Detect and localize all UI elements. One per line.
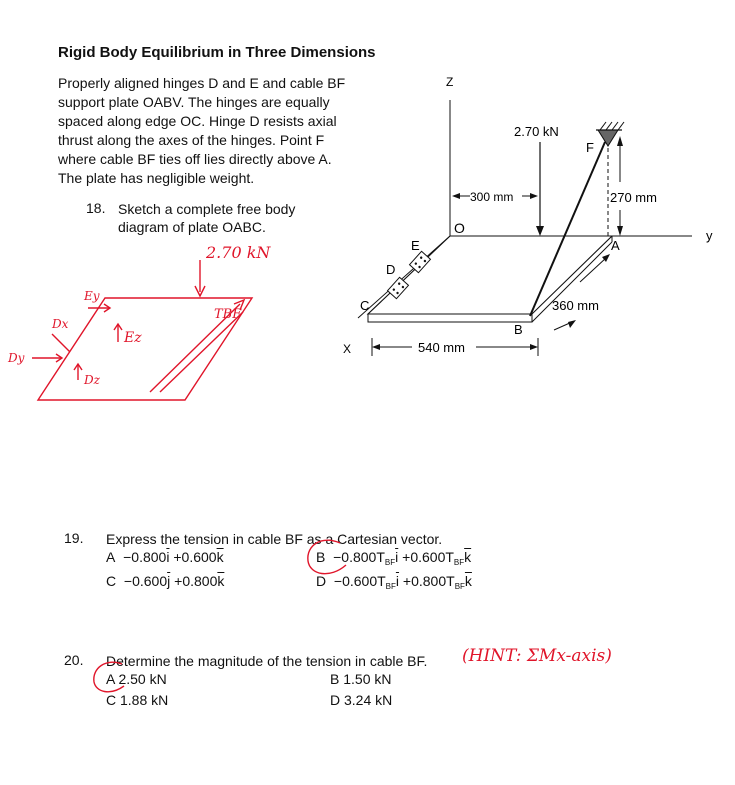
q20-answer-circle xyxy=(90,658,140,702)
q20-text: Determine the magnitude of the tension in cable BF. xyxy=(106,653,428,669)
label-o: O xyxy=(454,220,465,236)
q20-choice-c[interactable]: C 1.88 kN xyxy=(106,692,169,708)
x-axis-label: X xyxy=(343,342,352,356)
dim-270: 270 mm xyxy=(610,190,657,205)
q20-hint: (HINT: ΣMx-axis) xyxy=(462,646,612,666)
plate-diagram xyxy=(300,60,735,360)
q19-choice-b[interactable]: $B -0.800T_{BF}\overline{i} +0.600T_{BF}\overline{k}$ xyxy=(316,549,472,567)
q19-choice-c[interactable]: $C -0.600\overline{j} +0.800\overline{k}$ xyxy=(106,573,225,589)
dim-300: 300 mm xyxy=(470,190,514,204)
q20-choice-d[interactable]: D 3.24 kN xyxy=(330,692,393,708)
label-d: D xyxy=(386,262,396,277)
label-e: E xyxy=(411,238,420,253)
q19-choice-d[interactable]: $D -0.600T_{BF}\overline{i} +0.800T_{BF}\overline{k}$ xyxy=(316,573,472,591)
q20-number: 20. xyxy=(64,652,84,668)
q20-choice-a[interactable]: A 2.50 kN xyxy=(106,671,167,687)
sketch-dz: Dz xyxy=(84,373,100,387)
page-title: Rigid Body Equilibrium in Three Dimensions xyxy=(58,44,376,61)
label-c: C xyxy=(360,298,370,313)
q20-choice-b[interactable]: B 1.50 kN xyxy=(330,671,392,687)
sketch-ez: Ez xyxy=(124,330,142,346)
anchor-f xyxy=(598,130,618,146)
dim-540: 540 mm xyxy=(418,340,465,355)
dim-360: 360 mm xyxy=(552,298,599,313)
label-b: B xyxy=(514,322,523,337)
sketch-load: 2.70 kN xyxy=(206,243,271,262)
z-axis-label: Z xyxy=(446,75,454,89)
q19-choice-a[interactable]: $A -0.800\overline{i} +0.600\overline{k}$ xyxy=(106,549,224,565)
q19-answer-circle xyxy=(300,535,360,585)
q19-number: 19. xyxy=(64,530,84,546)
y-axis-label: y xyxy=(706,228,713,243)
x-axis xyxy=(358,236,450,318)
plate-edge xyxy=(368,314,532,322)
q18-number: 18. xyxy=(86,200,106,216)
q19-text: Express the tension in cable BF as a Cartesian vector. xyxy=(106,531,443,547)
fbd-sketch xyxy=(0,230,300,410)
label-a: A xyxy=(611,238,620,253)
hinge-d xyxy=(388,277,409,298)
problem-statement: Properly aligned hinges D and E and cable BF support plate OABV. The hinges are equally spaced along edge OC. Hinge D resists axial thrust along the axes of the hinges. Point F where cable BF ties off lies directly above A. The plate has negligible weight. xyxy=(58,75,346,186)
q18-text: Sketch a complete free body diagram of plate OABC. xyxy=(118,201,296,235)
sketch-dy: Dy xyxy=(8,351,25,365)
sketch-ey: Ey xyxy=(84,289,100,303)
sketch-dx: Dx xyxy=(52,317,69,331)
label-f: F xyxy=(586,140,594,155)
sketch-tbf: TBF xyxy=(214,307,242,322)
load-label: 2.70 kN xyxy=(514,124,559,139)
